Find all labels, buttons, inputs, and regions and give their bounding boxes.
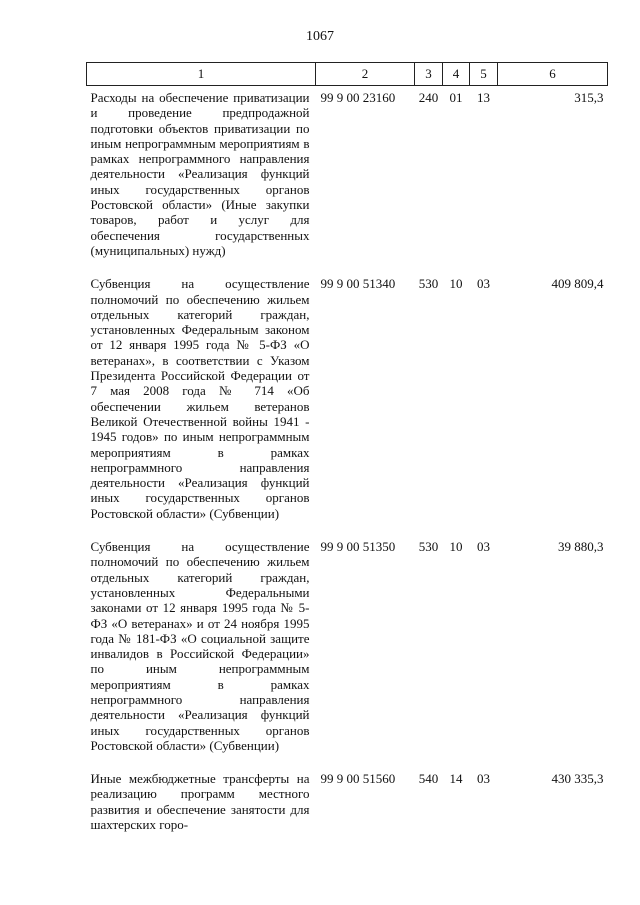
subsection-code: 03 <box>477 771 490 787</box>
table-row <box>87 535 608 767</box>
subsection-code: 03 <box>477 539 490 555</box>
section-code: 10 <box>449 276 463 292</box>
target-article-code: 99 9 00 51340 <box>320 276 396 292</box>
amount: 409 809,4 <box>551 276 604 292</box>
target-article-code: 99 9 00 51350 <box>320 539 396 555</box>
target-article-code: 99 9 00 23160 <box>320 90 396 105</box>
amount: 430 335,3 <box>551 771 604 787</box>
header-cell-3: 3 <box>415 63 443 86</box>
section-code: 10 <box>449 539 463 555</box>
header-cell-1: 1 <box>87 63 316 86</box>
header-cell-5: 5 <box>470 63 498 86</box>
expense-type-code: 530 <box>418 276 439 292</box>
expense-description: Расходы на обеспечение приватизации и проведение предпродажной подготовки объектов приватизации по иным непрограммным мероприятиям в рамках непрограммного направления деятельности «Реализация функций иных государственных органов Ростовской области» (Иные закупки товаров, работ и услуг для обеспечения государственных (муниципальных) нужд) <box>90 90 310 258</box>
header-cell-4: 4 <box>443 63 470 86</box>
amount: 315,3 <box>574 90 604 105</box>
expense-description: Субвенция на осуществление полномочий по обеспечению жильем отдельных категорий граждан, установленных Федеральными законами от 12 января 1995 года № 5-ФЗ «О ветеранах» и от 24 ноября 1995 года № 181-ФЗ «О социальной защите инвалидов в Российской Федерации» по иным непрограммным мероприятиям в рамках непрограммного направления деятельности «Реализация функций иных государственных органов Ростовской области» (Субвенции) <box>90 539 310 753</box>
expense-type-code: 540 <box>418 771 439 787</box>
header-cell-6: 6 <box>498 63 608 86</box>
target-article-code: 99 9 00 51560 <box>320 771 396 787</box>
header-row <box>87 63 608 86</box>
expense-description: Субвенция на осуществление полномочий по обеспечению жильем отдельных категорий граждан, установленных Федеральным законом от 12 января 1995 года № 5-ФЗ «О ветеранах», в соответствии с Указом Президента Российской Федерации от 7 мая 2008 года № 714 «Об обеспечении жильем ветеранов Великой Отечественной войны 1941 - 1945 годов» по иным непрограммным мероприятиям в рамках непрограммного направления деятельности «Реализация функций иных государственных органов Ростовской области» (Субвенции) <box>90 276 310 521</box>
section-code: 14 <box>449 771 463 787</box>
expense-description: Иные межбюджетные трансферты на реализацию программ местного развития и обеспечение занятости для шахтерских горо- <box>90 771 310 833</box>
table-row <box>87 272 608 535</box>
expense-type-code: 240 <box>418 90 439 105</box>
subsection-code: 13 <box>477 90 490 105</box>
table-row <box>87 767 608 846</box>
expense-type-code: 530 <box>418 539 439 555</box>
header-cell-2: 2 <box>316 63 415 86</box>
subsection-code: 03 <box>477 276 490 292</box>
amount: 39 880,3 <box>558 539 604 555</box>
section-code: 01 <box>449 90 463 105</box>
budget-table <box>86 62 608 846</box>
page-number: 1067 <box>306 29 334 44</box>
table-row <box>87 86 608 273</box>
